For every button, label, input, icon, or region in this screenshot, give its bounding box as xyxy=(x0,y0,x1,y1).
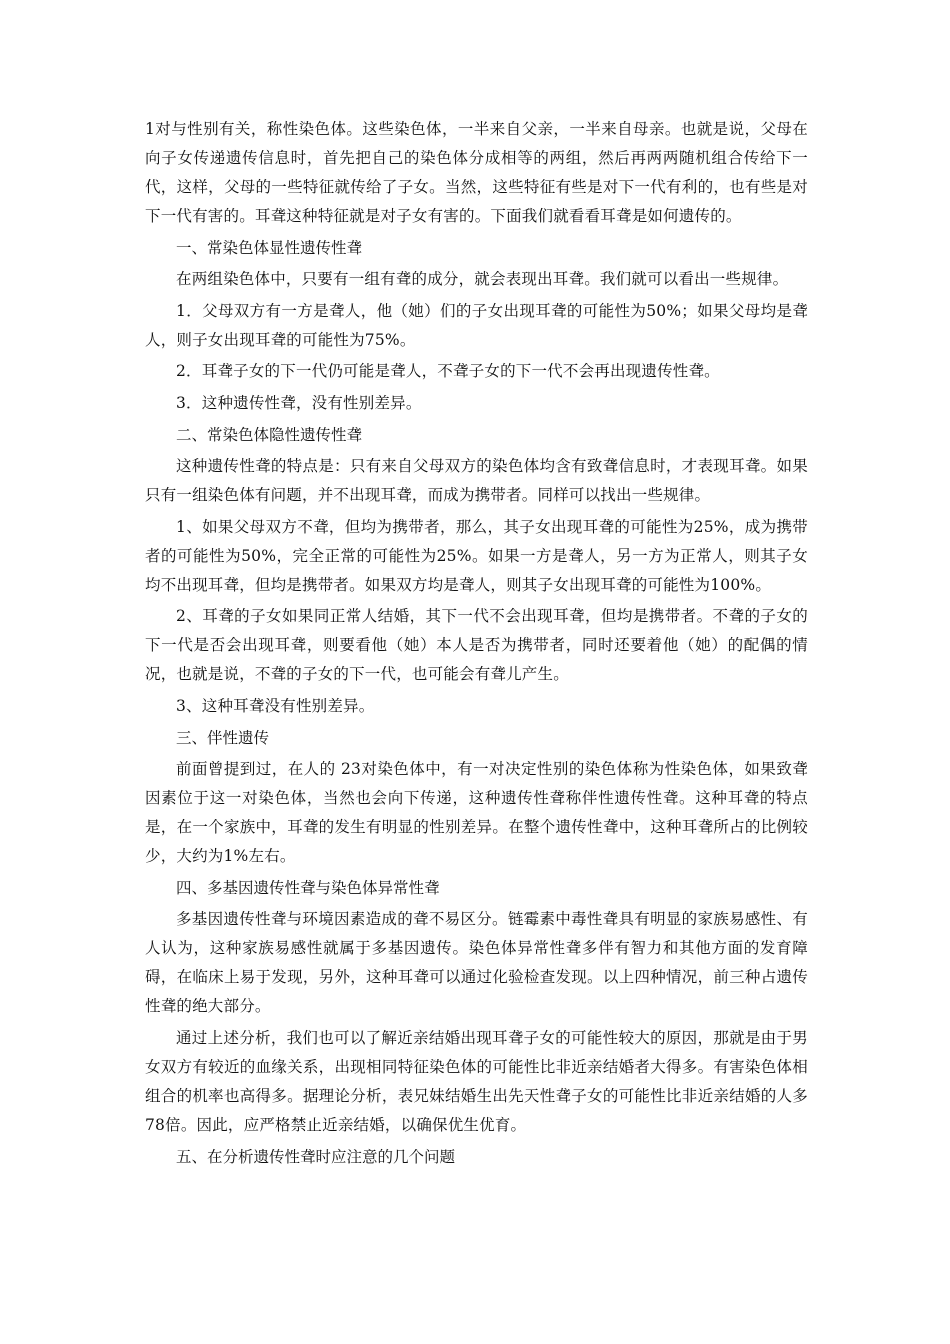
section-heading-4: 四、多基因遗传性聋与染色体异常性聋 xyxy=(176,878,440,897)
list-item: 2、耳聋的子女如果同正常人结婚，其下一代不会出现耳聋，但均是携带者。不聋的子女的下一代是否会出现耳聋，则要看他（她）本人是否为携带者，同时还要着他（她）的配偶的情况，也就是说，不聋的子女的下一代，也可能会有聋儿产生。 xyxy=(145,607,808,684)
list-item: 3、这种耳聋没有性别差异。 xyxy=(176,696,375,715)
paragraph: 通过上述分析，我们也可以了解近亲结婚出现耳聋子女的可能性较大的原因，那就是由于男女双方有较近的血缘关系，出现相同特征染色体的可能性比非近亲结婚者大得多。有害染色体相组合的机率也高得多。据理论分析，表兄妹结婚生出先天性聋子女的可能性比非近亲结婚的人多78倍。因此，应严格禁止近亲结婚，以确保优生优育。 xyxy=(145,1028,808,1134)
section-heading-5: 五、在分析遗传性聋时应注意的几个问题 xyxy=(176,1147,456,1166)
section-heading-2: 二、常染色体隐性遗传性聋 xyxy=(176,425,363,444)
section-heading-3: 三、伴性遗传 xyxy=(176,728,270,747)
list-item: 1．父母双方有一方是聋人，他（她）们的子女出现耳聋的可能性为50%；如果父母均是聋人，则子女出现耳聋的可能性为75%。 xyxy=(145,301,808,349)
paragraph: 多基因遗传性聋与环境因素造成的聋不易区分。链霉素中毒性聋具有明显的家族易感性、有人认为，这种家族易感性就属于多基因遗传。染色体异常性聋多伴有智力和其他方面的发育障碍，在临床上易于发现，另外，这种耳聋可以通过化验检查发现。以上四种情况，前三种占遗传性聋的绝大部分。 xyxy=(145,910,808,1016)
paragraph-intro: 1对与性别有关，称性染色体。这些染色体，一半来自父亲，一半来自母亲。也就是说，父母在向子女传递遗传信息时，首先把自己的染色体分成相等的两组，然后再两两随机组合传给下一代，这样，父母的一些特征就传给了子女。当然，这些特征有些是对下一代有利的，也有些是对下一代有害的。耳聋这种特征就是对子女有害的。下面我们就看看耳聋是如何遗传的。 xyxy=(145,120,808,225)
paragraph: 这种遗传性聋的特点是：只有来自父母双方的染色体均含有致聋信息时，才表现耳聋。如果只有一组染色体有问题，并不出现耳聋，而成为携带者。同样可以找出一些规律。 xyxy=(145,457,808,505)
list-item: 1、如果父母双方不聋，但均为携带者，那么，其子女出现耳聋的可能性为25%，成为携带者的可能性为50%，完全正常的可能性为25%。如果一方是聋人，另一方为正常人，则其子女均不出现耳聋，但均是携带者。如果双方均是聋人，则其子女出现耳聋的可能性为100%。 xyxy=(145,517,808,594)
document-body xyxy=(145,115,808,1174)
paragraph: 前面曾提到过，在人的 23对染色体中，有一对决定性别的染色体称为性染色体，如果致聋因素位于这一对染色体，当然也会向下传递，这种遗传性聋称伴性遗传性聋。这种耳聋的特点是，在一个家族中，耳聋的发生有明显的性别差异。在整个遗传性聋中，这种耳聋所占的比例较少，大约为1%左右。 xyxy=(145,760,808,866)
paragraph: 在两组染色体中，只要有一组有聋的成分，就会表现出耳聋。我们就可以看出一些规律。 xyxy=(176,270,789,289)
list-item: 3．这种遗传性聋，没有性别差异。 xyxy=(176,393,422,412)
section-heading-1: 一、常染色体显性遗传性聋 xyxy=(176,238,363,257)
list-item: 2．耳聋子女的下一代仍可能是聋人，不聋子女的下一代不会再出现遗传性聋。 xyxy=(176,362,720,381)
